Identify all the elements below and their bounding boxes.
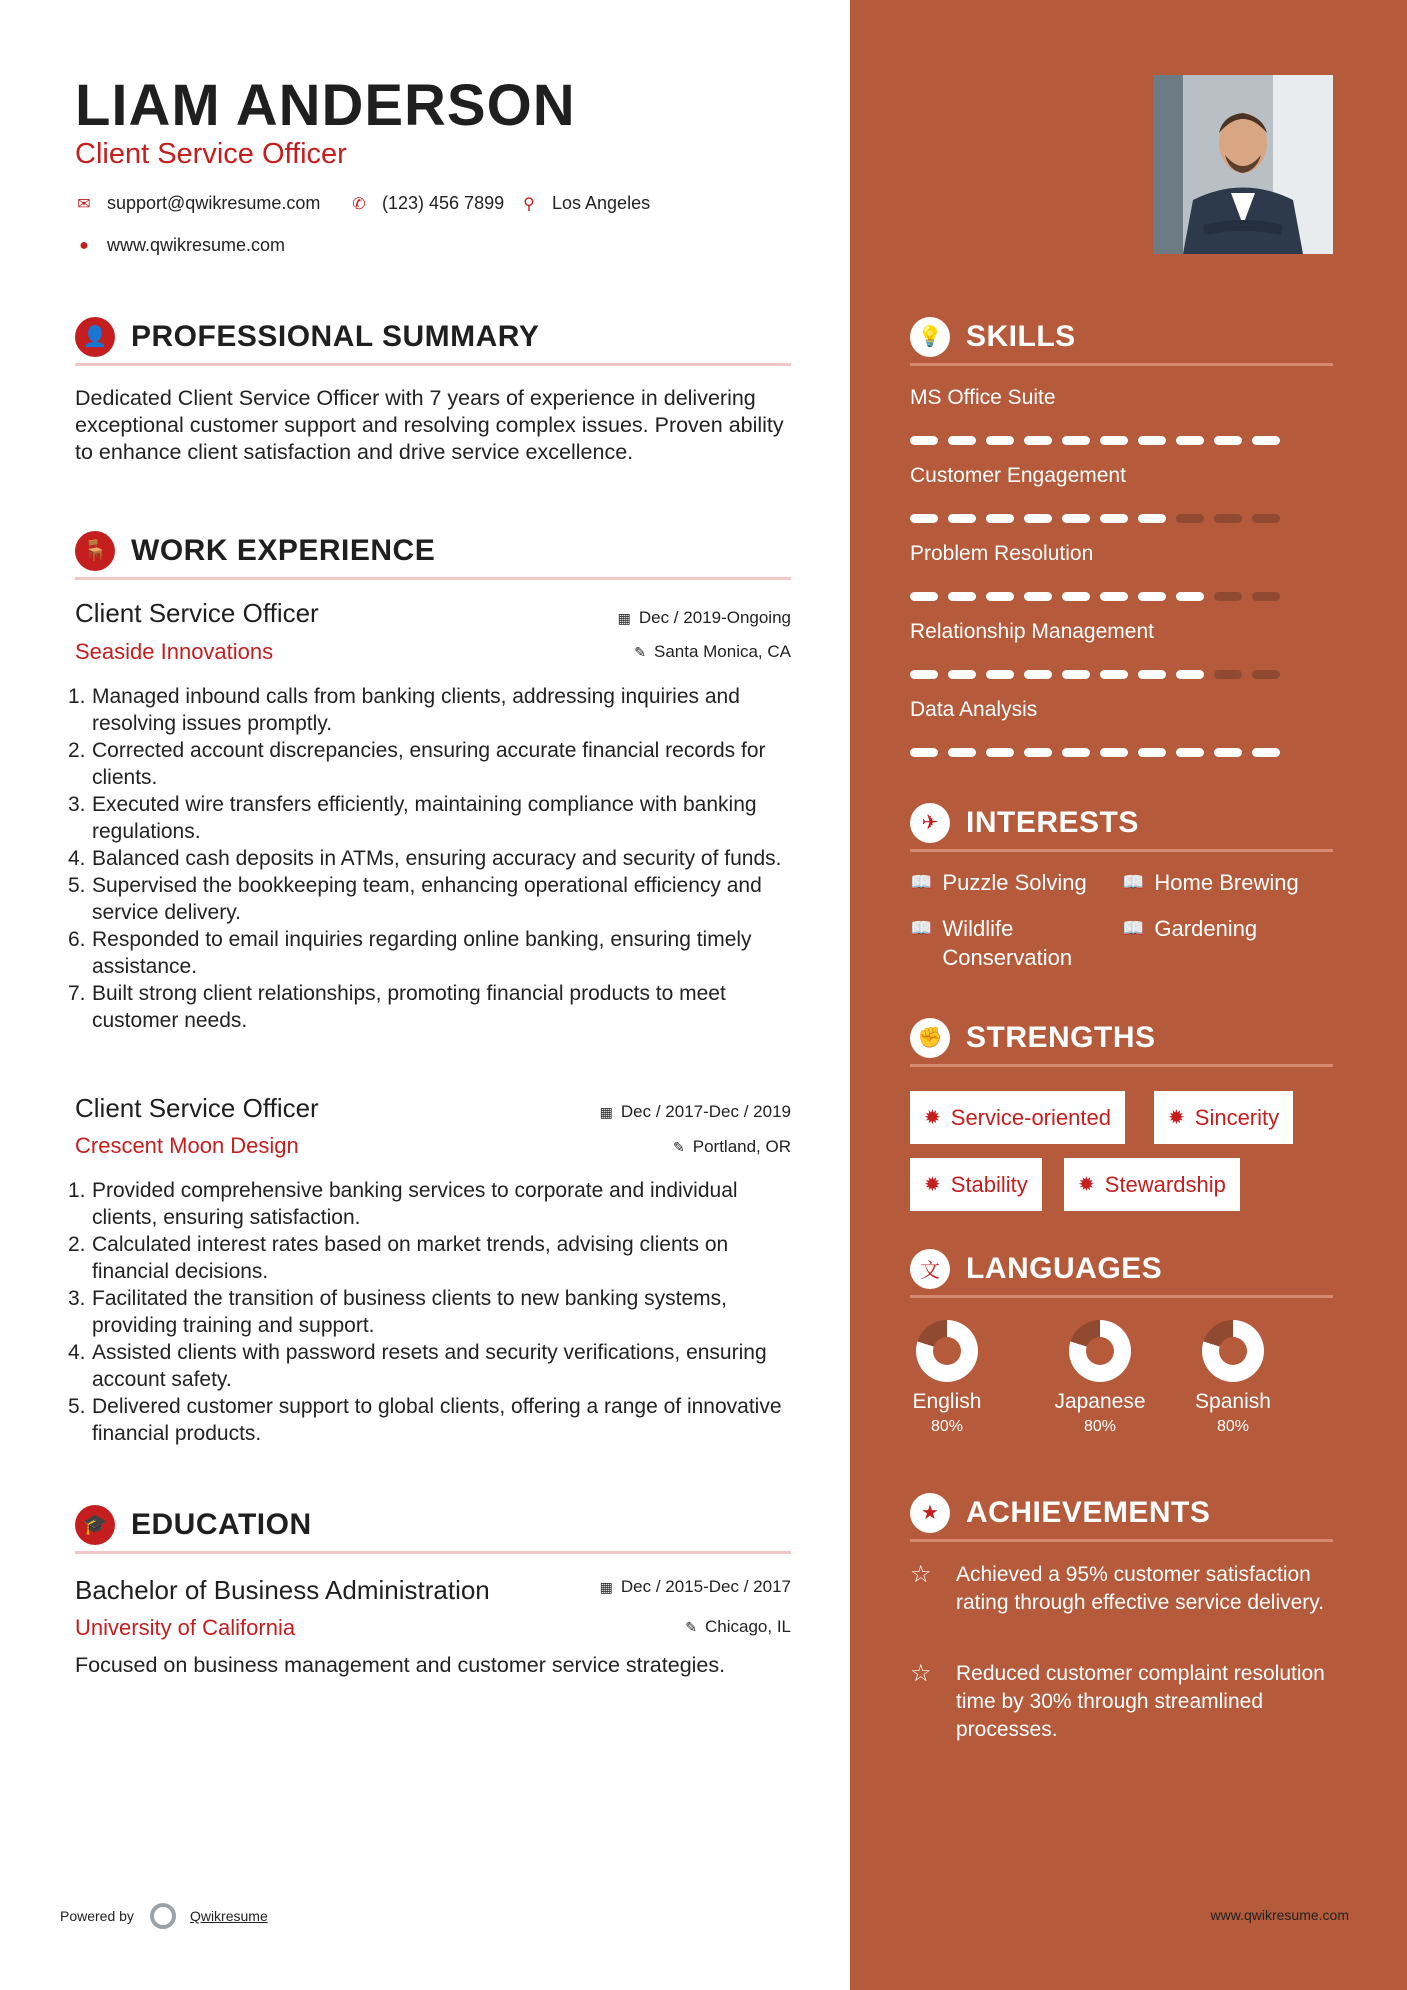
skill-label: MS Office Suite [910, 386, 1056, 409]
skill-segment [986, 592, 1014, 601]
skill-segment [1100, 670, 1128, 679]
candidate-title: Client Service Officer [75, 138, 347, 170]
language-name: Spanish [1195, 1390, 1271, 1413]
list-item: 2. Corrected account discrepancies, ensuring accurate financial records for clients. [68, 739, 766, 789]
skill-segment [1214, 592, 1242, 601]
school-name: University of California [75, 1615, 296, 1640]
contact-phone[interactable] [350, 193, 504, 214]
list-item: 5. Supervised the bookkeeping team, enhancing operational efficiency and service delivery. [68, 874, 762, 924]
experience-heading [75, 524, 791, 580]
strength-badge: ✹ Sincerity [1154, 1091, 1293, 1144]
shooting-star-icon: ☆ [910, 1561, 932, 1588]
list-item: 7. Built strong client relationships, promoting financial products to meet customer needs. [68, 982, 726, 1032]
envelope-icon: ✉ [77, 195, 91, 213]
skill-segment [1252, 592, 1280, 601]
candidate-name: LIAM ANDERSON [75, 73, 576, 138]
pin-icon: ✎ [634, 643, 646, 660]
skill-segment [1176, 514, 1204, 523]
language-name: English [912, 1390, 982, 1413]
skill-segment [948, 748, 976, 757]
skill-bar [910, 514, 1280, 523]
calendar-icon: ▦ [617, 609, 631, 626]
education-title: EDUCATION [131, 1507, 312, 1541]
graduate-icon: 🎓 [75, 1505, 115, 1545]
skill-segment [986, 748, 1014, 757]
brand-link[interactable]: Qwikresume [189, 1908, 268, 1924]
skill-label: Relationship Management [910, 620, 1154, 643]
list-item: 3. Executed wire transfers efficiently, maintaining compliance with banking regulations. [68, 793, 757, 843]
email-text: support@qwikresume.com [107, 193, 321, 213]
skill-segment [948, 592, 976, 601]
skill-segment [1024, 748, 1052, 757]
skill-segment [1214, 436, 1242, 445]
skill-segment [1138, 670, 1166, 679]
skill-segment [1176, 670, 1204, 679]
skill-segment [948, 514, 976, 523]
calendar-icon: ▦ [599, 1578, 613, 1595]
skill-segment [1214, 748, 1242, 757]
raised-fist-icon: ✊ [910, 1018, 950, 1058]
book-icon: 📖 [910, 872, 933, 892]
job-date-text: Dec / 2017-Dec / 2019 [620, 1102, 791, 1121]
paper-plane-icon: ✈ [910, 803, 950, 843]
job-location-text: Portland, OR [692, 1137, 791, 1156]
language-ring [1069, 1320, 1131, 1382]
interests-title: INTERESTS [966, 805, 1139, 839]
skill-segment [910, 592, 938, 601]
contact-location [520, 193, 650, 214]
job-date [600, 1102, 791, 1122]
starburst-icon: ✹ [924, 1174, 941, 1196]
interest-item: 📖 Home Brewing [1122, 870, 1299, 895]
list-item: 1. Managed inbound calls from banking clients, addressing inquiries and resolving issues promptly. [68, 685, 740, 735]
skill-segment [1024, 592, 1052, 601]
language-ring [1202, 1320, 1264, 1382]
starburst-icon: ✹ [1078, 1174, 1095, 1196]
list-item: 6. Responded to email inquiries regarding online banking, ensuring timely assistance. [68, 928, 752, 978]
contact-email[interactable] [75, 193, 320, 214]
skill-bar [910, 748, 1280, 757]
book-icon: 📖 [910, 918, 933, 938]
language-ring [916, 1320, 978, 1382]
skill-label: Customer Engagement [910, 464, 1126, 487]
skill-segment [910, 514, 938, 523]
powered-by-text: Powered by [60, 1908, 134, 1924]
language-name: Japanese [1054, 1390, 1146, 1413]
skill-segment [1138, 748, 1166, 757]
skill-segment [910, 436, 938, 445]
skill-segment [1252, 514, 1280, 523]
language-item [905, 1320, 989, 1436]
skill-bar [910, 592, 1280, 601]
job-location [634, 642, 791, 662]
skill-segment [1252, 436, 1280, 445]
list-item: 1. Provided comprehensive banking services to corporate and individual clients, ensuring satisfaction. [68, 1179, 738, 1229]
job-title: Client Service Officer [75, 598, 319, 628]
list-item: 4. Assisted clients with password resets and security verifications, ensuring account safety. [68, 1341, 767, 1391]
list-item: 5. Delivered customer support to global clients, offering a range of innovative financial products. [68, 1395, 782, 1445]
languages-heading [910, 1242, 1333, 1298]
summary-heading [75, 310, 791, 366]
skill-segment [1062, 748, 1090, 757]
job-company: Seaside Innovations [75, 639, 274, 664]
star-badge-icon: ★ [910, 1493, 950, 1533]
language-item [1186, 1320, 1280, 1436]
strengths-title: STRENGTHS [966, 1020, 1156, 1054]
list-item: 3. Facilitated the transition of business clients to new banking systems, providing training and support. [68, 1287, 727, 1337]
skill-segment [986, 436, 1014, 445]
language-percent: 80% [1216, 1418, 1250, 1435]
skills-title: SKILLS [966, 319, 1076, 353]
language-percent: 80% [930, 1418, 964, 1435]
shooting-star-icon: ☆ [910, 1660, 932, 1687]
skill-segment [1214, 670, 1242, 679]
list-item: 2. Calculated interest rates based on market trends, advising clients on financial decisions. [68, 1233, 729, 1283]
summary-text: Dedicated Client Service Officer with 7 years of experience in delivering exceptional customer support and resolving complex issues. Proven ability to enhance client satisfaction and drive service excellence. [75, 386, 784, 464]
achievements-title: ACHIEVEMENTS [966, 1495, 1211, 1529]
skill-segment [1214, 514, 1242, 523]
footer-powered-by [60, 1903, 268, 1929]
person-avatar-icon [1153, 75, 1333, 254]
education-date-text: Dec / 2015-Dec / 2017 [620, 1577, 791, 1596]
office-chair-icon: 🪑 [75, 531, 115, 571]
skill-label: Problem Resolution [910, 542, 1094, 565]
language-item [1045, 1320, 1155, 1436]
skill-bar [910, 670, 1280, 679]
achievement-item: ☆ Reduced customer complaint resolution time by 30% through streamlined processes. [910, 1660, 1333, 1744]
skill-segment [1024, 670, 1052, 679]
job-bullets [68, 1177, 788, 1447]
skill-segment [986, 514, 1014, 523]
skill-segment [1138, 514, 1166, 523]
phone-icon: ✆ [352, 195, 366, 213]
skill-segment [1062, 436, 1090, 445]
strength-badge: ✹ Service-oriented [910, 1091, 1125, 1144]
skill-segment [1100, 514, 1128, 523]
experience-title: WORK EXPERIENCE [131, 533, 436, 567]
education-location-text: Chicago, IL [705, 1617, 791, 1636]
book-icon: 📖 [1122, 872, 1145, 892]
contact-website[interactable] [75, 235, 285, 256]
list-item: 4. Balanced cash deposits in ATMs, ensuring accuracy and security of funds. [68, 847, 782, 870]
phone-text: (123) 456 7899 [382, 193, 505, 213]
skill-segment [986, 670, 1014, 679]
job-company: Crescent Moon Design [75, 1133, 299, 1158]
skill-bar [910, 436, 1280, 445]
skills-heading [910, 310, 1333, 366]
pin-icon: ✎ [673, 1138, 685, 1155]
strength-badge: ✹ Stability [910, 1158, 1042, 1211]
starburst-icon: ✹ [1168, 1107, 1185, 1129]
map-pin-icon: ⚲ [523, 195, 535, 213]
globe-icon: ● [79, 236, 89, 254]
profile-photo [1153, 75, 1333, 254]
skill-segment [1176, 748, 1204, 757]
skill-segment [1062, 670, 1090, 679]
job-date [618, 608, 791, 628]
job-location [673, 1137, 791, 1157]
achievement-item: ☆ Achieved a 95% customer satisfaction rating through effective service delivery. [910, 1561, 1333, 1617]
skill-segment [1138, 436, 1166, 445]
education-location [685, 1617, 791, 1637]
starburst-icon: ✹ [924, 1107, 941, 1129]
calendar-icon: ▦ [599, 1103, 613, 1120]
strengths-heading [910, 1011, 1333, 1067]
education-note: Focused on business management and customer service strategies. [75, 1653, 726, 1677]
skill-segment [1138, 592, 1166, 601]
job-date-text: Dec / 2019-Ongoing [638, 608, 791, 627]
strength-badge: ✹ Stewardship [1064, 1158, 1240, 1211]
lightbulb-icon: 💡 [910, 317, 950, 357]
interest-item: 📖 Gardening [1122, 916, 1258, 941]
language-percent: 80% [1083, 1418, 1117, 1435]
qwikresume-logo-icon [150, 1903, 176, 1929]
interests-heading [910, 796, 1333, 852]
job-bullets [68, 683, 788, 1034]
skill-segment [1100, 592, 1128, 601]
skill-segment [1176, 592, 1204, 601]
job-location-text: Santa Monica, CA [653, 642, 791, 661]
job-title: Client Service Officer [75, 1093, 319, 1123]
skill-segment [910, 670, 938, 679]
languages-title: LANGUAGES [966, 1251, 1163, 1285]
degree-title: Bachelor of Business Administration [75, 1575, 490, 1605]
skill-segment [1176, 436, 1204, 445]
skill-segment [1252, 748, 1280, 757]
language-icon: 文 [910, 1249, 950, 1289]
skill-segment [910, 748, 938, 757]
skill-segment [1062, 592, 1090, 601]
skill-segment [1062, 514, 1090, 523]
skill-segment [1024, 514, 1052, 523]
user-icon: 👤 [75, 317, 115, 357]
skill-segment [948, 670, 976, 679]
education-date [600, 1577, 791, 1597]
summary-title: PROFESSIONAL SUMMARY [131, 319, 540, 353]
skill-segment [1252, 670, 1280, 679]
skill-segment [948, 436, 976, 445]
skill-label: Data Analysis [910, 698, 1038, 721]
location-text: Los Angeles [552, 193, 651, 213]
interest-item: 📖 Puzzle Solving [910, 870, 1087, 895]
achievements-heading [910, 1486, 1333, 1542]
skill-segment [1100, 748, 1128, 757]
skill-segment [1100, 436, 1128, 445]
website-text: www.qwikresume.com [107, 235, 286, 255]
book-icon: 📖 [1122, 918, 1145, 938]
pin-icon: ✎ [685, 1618, 697, 1635]
footer-url[interactable]: www.qwikresume.com [1210, 1907, 1349, 1923]
skill-segment [1024, 436, 1052, 445]
education-heading [75, 1498, 791, 1554]
interest-item: 📖 Wildlife Conservation [910, 916, 1073, 970]
